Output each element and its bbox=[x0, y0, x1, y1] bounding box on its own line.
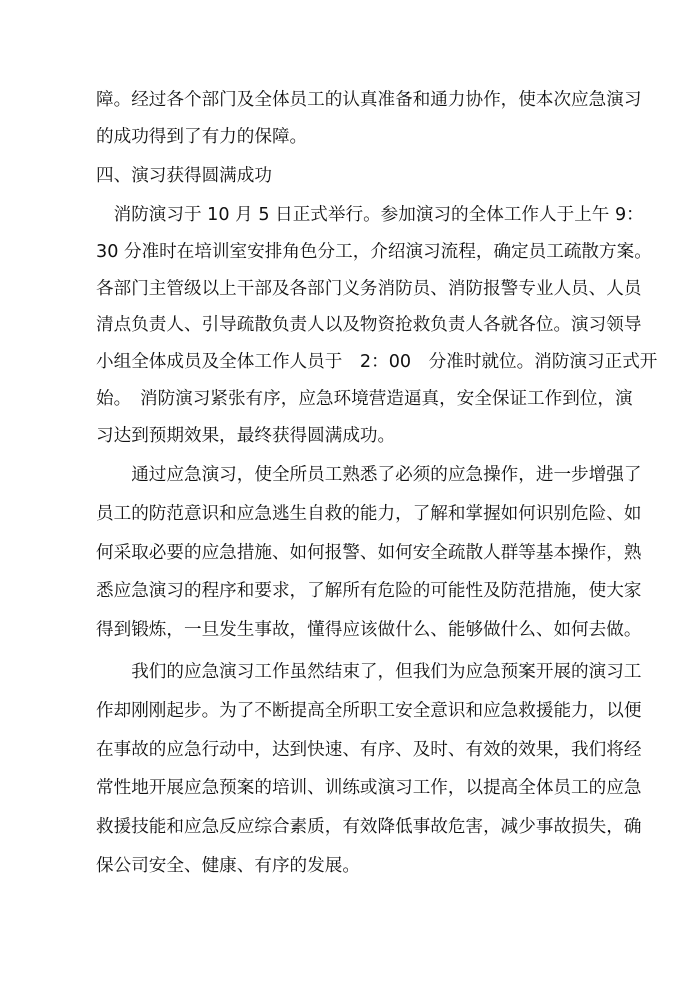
paragraph-line: 我们的应急演习工作虽然结束了，但我们为应急预案开展的演习工 bbox=[96, 662, 642, 682]
paragraph-line: 通过应急演习，使全所员工熟悉了必须的应急操作，进一步增强了 bbox=[96, 465, 642, 485]
paragraph-line: 障。经过各个部门及全体员工的认真准备和通力协作，使本次应急演习 bbox=[96, 90, 642, 110]
section-heading: 四、演习获得圆满成功 bbox=[96, 166, 272, 186]
paragraph-line: 始。 消防演习紧张有序，应急环境营造逼真，安全保证工作到位，演 bbox=[96, 389, 633, 409]
paragraph-line: 在事故的应急行动中，达到快速、有序、及时、有效的效果，我们将经 bbox=[96, 740, 642, 760]
paragraph-line: 的成功得到了有力的保障。 bbox=[96, 127, 308, 147]
paragraph-line: 消防演习于 10 月 5 日正式举行。参加演习的全体工作人于上午 9： bbox=[96, 205, 644, 225]
paragraph-line: 清点负责人、引导疏散负责人以及物资抢救负责人各就各位。演习领导 bbox=[96, 315, 642, 335]
paragraph-line: 员工的防范意识和应急逃生自救的能力，了解和掌握如何识别危险、如 bbox=[96, 504, 642, 524]
paragraph-line: 悉应急演习的程序和要求，了解所有危险的可能性及防范措施，使大家 bbox=[96, 581, 642, 601]
paragraph-line: 常性地开展应急预案的培训、训练或演习工作，以提高全体员工的应急 bbox=[96, 778, 642, 798]
paragraph-line: 保公司安全、健康、有序的发展。 bbox=[96, 856, 360, 876]
paragraph-line: 小组全体成员及全体工作人员于 2：00 分准时就位。消防演习正式开 bbox=[96, 352, 658, 372]
paragraph-line: 习达到预期效果，最终获得圆满成功。 bbox=[96, 426, 396, 446]
paragraph-line: 救援技能和应急反应综合素质，有效降低事故危害，减少事故损失，确 bbox=[96, 817, 642, 837]
paragraph-line: 何采取必要的应急措施、如何报警、如何安全疏散人群等基本操作，熟 bbox=[96, 543, 642, 563]
paragraph-line: 作却刚刚起步。为了不断提高全所职工安全意识和应急救援能力，以便 bbox=[96, 701, 642, 721]
paragraph-line: 30 分准时在培训室安排角色分工，介绍演习流程，确定员工疏散方案。 bbox=[96, 242, 652, 262]
paragraph-line: 各部门主管级以上干部及各部门义务消防员、消防报警专业人员、人员 bbox=[96, 279, 642, 299]
paragraph-line: 得到锻炼，一旦发生事故，懂得应该做什么、能够做什么、如何去做。 bbox=[96, 620, 642, 640]
